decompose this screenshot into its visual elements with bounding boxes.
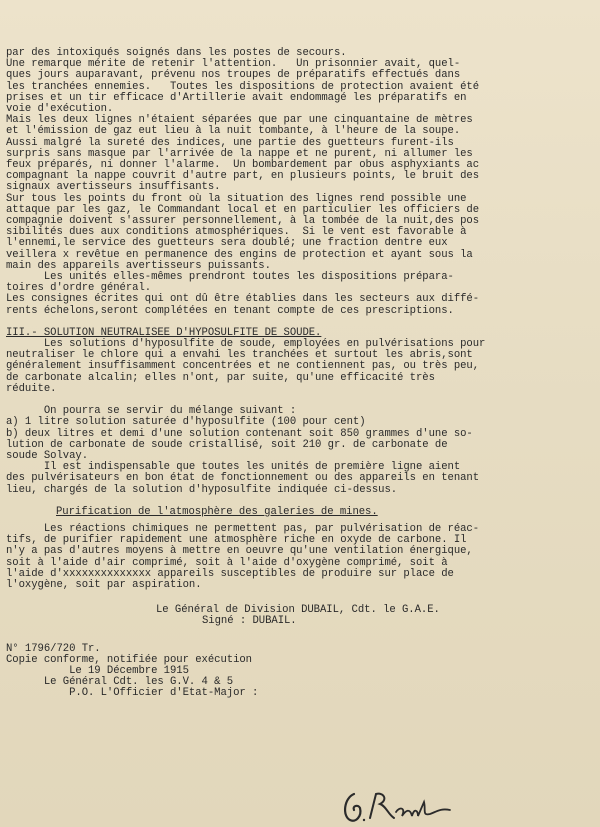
date-line: Le 19 Décembre 1915 [6,664,189,677]
signature-block [6,605,594,627]
text-line: Aussi malgré la sureté des indices, une partie des guetteurs furent-ils [6,136,454,149]
text-line: b) deux litres et demi d'une solution contenant soit 850 grammes d'une so- [6,427,473,440]
text-line: attaque par les gaz, le Commandant local et en particulier les officiers de [6,203,480,216]
text-line: et l'émission de gaz eut lieu à la nuit tombante, à l'heure de la soupe. [6,125,461,138]
text-line: Les unités elles-mêmes prendront toutes les dispositions prépara- [6,271,454,284]
text-line: l'oxygène, soit par aspiration. [6,578,202,591]
text-line: Les solutions d'hyposulfite de soude, employées en pulvérisations pour [6,338,486,351]
text-line: voie d'exécution. [6,103,114,116]
text-line: On pourra se servir du mélange suivant : [6,405,297,418]
text-line: tifs, de purifier rapidement une atmosphère riche en oxyde de carbone. Il [6,534,467,547]
text-line: sibilités dues aux conditions atmosphériques. Si le vent est favorable à [6,226,467,239]
text-line: par des intoxiqués soignés dans les postes de secours. [6,47,347,59]
text-line: l'aide d'xxxxxxxxxxxxxx appareils susceptibles de produire sur place de [6,567,454,580]
text-line: surpris sans masque par l'arrivée de la nappe et ne purent, ni allumer les [6,147,473,160]
text-line: Mais les deux lignes n'étaient séparées que par une cinquantaine de mètres [6,114,473,127]
text-line: l'ennemi,le service des guetteurs sera doublé; une fraction dentre eux [6,237,448,250]
text-line: main des appareils avertisseurs puissants. [6,259,271,272]
text-line: ques jours auparavant, prévenu nos troupes de préparatifs effectués dans [6,69,461,82]
mixture-text [6,406,594,496]
text-line: signaux avertisseurs insuffisants. [6,181,221,194]
section-title: III.- SOLUTION NEUTRALISEE D'HYPOSULFITE DE SOUDE. [6,326,322,339]
handwritten-signature [340,788,460,824]
text-line: de carbonate alcalin; elles n'ont, par suite, qu'une efficacité très [6,371,435,384]
general-line: Le Général Cdt. les G.V. 4 & 5 [6,676,234,689]
text-line: rents échelons,seront complétées en tenant compte de ces prescriptions. [6,304,454,317]
reference-number: N° 1796/720 Tr. [6,642,101,655]
text-line: Une remarque mérite de retenir l'attention. Un prisonnier avait, quel- [6,58,461,71]
copy-notice: Copie conforme, notifiée pour exécution [6,653,252,666]
text-line: Les consignes écrites qui ont dû être établies dans les secteurs aux diffé- [6,293,480,306]
footer-block [6,644,594,700]
body-text [6,48,594,317]
text-line: Les réactions chimiques ne permettent pas, par pulvérisation de réac- [6,522,480,535]
text-line: Il est indispensable que toutes les unités de première ligne aient [6,461,461,474]
signed-line: Signé : DUBAIL. [202,615,297,628]
text-line: feux préparés, ni donner l'alarme. Un bombardement par obus asphyxiants ac [6,159,480,172]
purification-text [6,524,594,591]
text-line: prises et un tir efficace d'Artillerie avait endommagé les préparatifs en [6,91,467,104]
signatory-line: Le Général de Division DUBAIL, Cdt. le G.A.E. [156,604,440,617]
text-line: réduite. [6,382,57,395]
text-line: les tranchées ennemies. Toutes les dispositions de protection avaient été [6,80,480,93]
text-line: compagnant la nappe couvrit d'autre part, en plusieurs points, le bruit des [6,170,480,183]
text-line: soude Solvay. [6,449,88,462]
text-line: soit à l'aide d'air comprimé, soit à l'aide d'oxygène comprimé, soit à [6,556,448,569]
text-line: compagnie doivent s'assurer personnellement, à la tombée de la nuit,des pos [6,215,480,228]
text-line: a) 1 litre solution saturée d'hyposulfite (100 pour cent) [6,416,366,429]
text-line: veillera x revêtue en permanence des engins de protection et ayant sous la [6,248,473,261]
text-line: des pulvérisateurs en bon état de fonctionnement ou des appareils en tenant [6,472,480,485]
text-line: lution de carbonate de soude cristallisé, soit 210 gr. de carbonate de [6,438,448,451]
text-line: Sur tous les points du front où la situation des lignes rend possible une [6,192,467,205]
text-line: toires d'ordre général. [6,282,152,295]
purification-title: Purification de l'atmosphère des galeries de mines. [56,505,378,518]
text-line: lieu, chargés de la solution d'hyposulfite indiquée ci-dessus. [6,483,398,496]
text-line: neutraliser le chlore qui a envahi les tranchées et surtout les abris,sont [6,349,473,362]
section-3-text [6,339,594,395]
text-line: généralement insuffisamment concentrées et ne contiennent pas, ou très peu, [6,360,480,373]
text-line: n'y a pas d'autres moyens à mettre en oeuvre qu'une ventilation énergique, [6,545,473,558]
officer-line: P.O. L'Officier d'Etat-Major : [6,687,259,700]
